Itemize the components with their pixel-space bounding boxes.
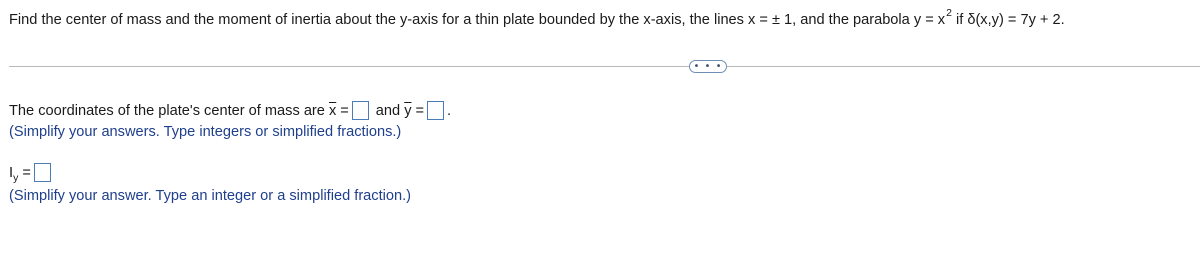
moment-answer-box[interactable] [34, 163, 51, 182]
x-bar-answer-box[interactable] [352, 101, 369, 120]
moment-symbol: I [9, 164, 14, 181]
and-text: and [375, 102, 405, 119]
center-of-mass-prefix: The coordinates of the plate's center of mass are [9, 102, 329, 119]
x-equals: = [340, 102, 349, 119]
x-bar-symbol: $\overline{x}$ [328, 102, 337, 119]
question-text [9, 7, 1065, 28]
divider-right [727, 66, 1200, 67]
y-equals: = [415, 102, 425, 119]
divider-left [9, 66, 689, 67]
y-bar-symbol: $\overline{y}$ [404, 102, 412, 119]
moment-line: I $_y$ = [9, 163, 54, 182]
question-suffix: if δ(x,y) = 7y + 2. [951, 12, 1065, 28]
center-of-mass-hint: (Simplify your answers. Type integers or simplified fractions.) [9, 124, 402, 140]
center-of-mass-line [9, 101, 451, 120]
y-bar-answer-box[interactable] [427, 101, 444, 120]
sentence-end: . [447, 102, 452, 119]
question-exponent: 2 [946, 7, 952, 20]
moment-equals: = [22, 164, 31, 181]
moment-hint: (Simplify your answer. Type an integer or a simplified fraction.) [9, 188, 412, 204]
question-body: Find the center of mass and the moment of inertia about the y-axis for a thin plate bounded by the x-axis, the lines x = ± 1, and the parabola y = x [9, 12, 946, 28]
more-options-button[interactable]: • • • [689, 60, 727, 73]
